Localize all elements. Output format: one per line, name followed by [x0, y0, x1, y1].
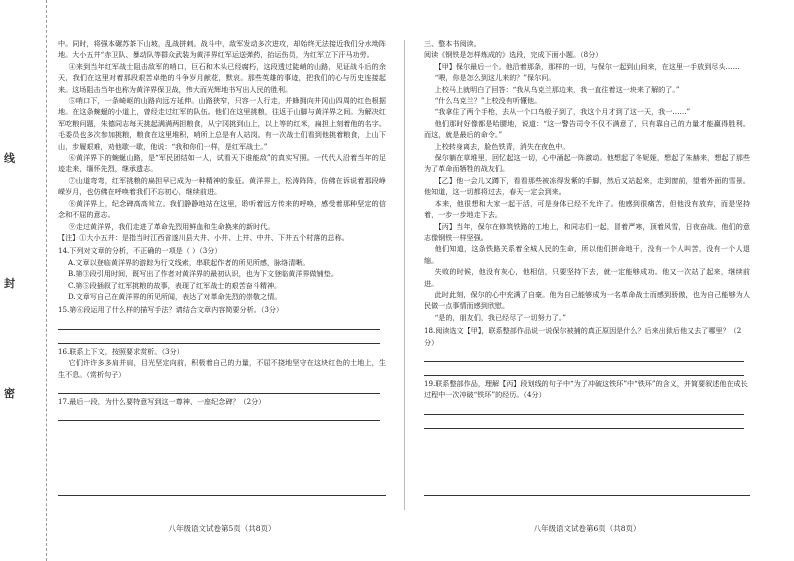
- right-paragraph-8: 保尔躺在草堆里，回忆起这一切，心中涌起一阵激动。他想起了冬妮娅，想起了朱赫来，想起了那些为了革命而牺牲的战友们。: [424, 153, 750, 174]
- left-paragraph-6: ⑧黄洋界上，纪念碑高高耸立。我们静静地站在这里，聆听着远方传来的呼唤，感受着那种坚定的信念和不屈的意志。: [58, 198, 386, 220]
- right-paragraph-1: 【甲】保尔最后一个。他沿着那条，那样的一切，与保尔一起到山间来，在这里一手放到尽头……: [434, 61, 740, 71]
- q14-option-a: A.文章以登临黄洋界的游踪为行文线索，串联起作者的所见所感，脉络清晰。: [68, 257, 310, 267]
- left-note: 【注】①大小五井：是指当时江西省遂川县大井、小井、上井、中井、下井五个村落的总称。: [58, 232, 349, 242]
- question-18: 18.阅读选文【甲】，联系整部作品说一说保尔被捕的真正原因是什么？后来出狱后他又去了哪里？（2分）: [424, 326, 742, 347]
- right-footer-rule: [424, 495, 750, 496]
- right-paragraph-6: 他们那时好像都是哈腰地，说道：“这一警告司令不仅不满意了，只有靠自己的力量才能赢得胜利。而这，就是最后的命令。”: [424, 118, 750, 140]
- right-paragraph-7: 上校转身离去，脸色铁青，消失在夜色中。: [434, 141, 570, 151]
- question-16: 16.联系上下文，按照要求赏析。（3分）: [58, 346, 184, 356]
- question-17: 17.最后一段，为什么要特意写到这一尊神、一座纪念碑？（2分）: [58, 396, 266, 406]
- right-paragraph-12: 他们知道，这条铁路关系着全城人民的生命，所以他们拼命地干，没有一个人叫苦，没有一个人退缩。: [424, 244, 750, 265]
- right-paragraph-14: 此时此刻，保尔的心中充满了自豪。他为自己能够成为一名革命战士而感到骄傲，也为自己能够为人民做一点事情而感到欣慰。: [424, 289, 750, 311]
- answer-line[interactable]: [58, 316, 380, 330]
- right-paragraph-13: 失败的时候，他没有灰心，他相信，只要坚持下去，就一定能够成功。他又一次站了起来，继续前进。: [424, 267, 750, 288]
- left-footer-rule: [58, 495, 386, 496]
- right-paragraph-9: 【乙】他一会儿又蹲下，看看那些被冻得发紫的手脚，然后又站起来，走到窗前，望着外面的雪景。他知道，这一切都将过去，春天一定会到来。: [424, 175, 750, 197]
- right-paragraph-10: 本来，他很想和大家一起干活，可是身体已经不允许了。他感到很痛苦，但他没有放弃，而是坚持着，一步一步地走下去。: [424, 198, 750, 220]
- answer-line[interactable]: [58, 330, 380, 344]
- answer-line[interactable]: [58, 380, 380, 394]
- left-paragraph-7: ⑨走过黄洋界，我们走进了革命先烈用鲜血和生命换来的新时代。: [68, 221, 275, 231]
- page-divider: [404, 40, 405, 510]
- left-paragraph-4: ⑥黄洋界下的蜿蜒山路，是“军民团结如一人，试看天下谁能敌”的真实写照。一代代人沿着当年的足迹走来，缅怀先烈，继承遗志。: [58, 153, 386, 174]
- left-page: [58, 38, 386, 421]
- section-heading: 三、整本书阅读。: [424, 39, 481, 48]
- answer-line[interactable]: [424, 362, 744, 376]
- binding-margin: [0, 0, 47, 561]
- answer-line[interactable]: [424, 415, 744, 429]
- right-paragraph-3: 上校马上就明白了回答：“我从乌克兰那边来，我一直往着这一块来了解的了。”: [434, 84, 680, 94]
- question-14: 14.下列对文章的分析，不正确的一项是（ ）（3分）: [58, 246, 222, 256]
- answer-line[interactable]: [424, 348, 744, 362]
- left-paragraph-3: ⑤哨口下，一条崎岖的山路向远方延伸。山路狭窄，只容一人行走，并蜂拥向井冈山四周的红色根据地。在这条蜿蜒的小道上，曾经走过红军的队伍。他们在这里挑粮，往返于山脚与黄洋界之间。为解决红军吃粮问题，朱德同志每天挑起满满两担粮食，从宁冈挑到山上，以上等的红米，扁担上刻着他的名字。毛委员也多次参加挑粮，粮食在这里堆积，哨所上总是有人站岗。有一次战士们看到他挑着粮食，上山下山，步履艰难，劝他歇一歇，他说：“我和你们一样，是红军战士。”: [58, 96, 386, 151]
- binding-char-line: 线: [4, 152, 15, 165]
- q14-option-d: D.文章写自己在黄洋界的所见所闻，表达了对革命先烈的崇敬之情。: [68, 291, 282, 301]
- q16-quote: 它们许许多多肩并肩，目光坚定向前，积极着自己的力量，不屈不挠地坚守在这块红色的土地上，生生不息。（赏析句子）: [58, 358, 386, 379]
- right-paragraph-15: “是的，朋友们，我已经尽了一切努力了。”: [434, 312, 567, 322]
- right-paragraph-5: “我拿住了两个手枪，去从一个口鸟般子到了，我这个月才到了这一天，我一……”: [434, 107, 691, 117]
- left-page-footer: 八年级语文试卷第5页（共8页）: [168, 524, 276, 533]
- question-15: 15.第⑥段运用了什么样的描写手法？请结合文章内容简要分析。（3分）: [58, 305, 284, 315]
- right-paragraph-11: 【丙】当年，保尔在修筑铁路的工地上，和同志们一起，冒着严寒，顶着风雪，日夜奋战。他们的意志像钢铁一样坚强。: [424, 221, 750, 242]
- left-paragraph-2: ④来到当年红军战士阻击敌军的哨口，巨石和木头已经腐朽，这段透过陡峭的山路，见证战斗后的余天，我们在这里对着那段艰苦卓绝的斗争岁月献花，默哀。那些英雄的事迹，把我们的心与历史连接起来。这场阻击当年也称为黄洋界保卫战，伟大而光辉地书写出人民的胜利。: [58, 61, 386, 94]
- left-paragraph-5: ⑦山道弯弯，红军挑粮的扁担早已成为一种精神的象征。黄洋界上，松涛阵阵，仿佛在诉说着那段峥嵘岁月，也仿佛在呼唤着我们不忘初心，继续前进。: [58, 175, 386, 197]
- right-page-footer: 八年级语文试卷第6页（共8页）: [533, 524, 641, 533]
- q14-option-b: B.第③段引用时间，既写出了作者对黄洋界的最初认识，也为下文登临黄洋界做铺垫。: [68, 269, 338, 279]
- left-paragraph-1: 中。同时，将强本碾苏茶下山坡，乱战拼刺。战斗中，敌军发动多次进攻，却始终无法接近我们分水坳阵地。大小五井“赤卫队、暴动队等群众武装为黄洋界红军运送弹药，抬运伤员，为红军立下汗马功劳。: [58, 39, 386, 60]
- answer-line[interactable]: [424, 401, 744, 415]
- reading-intro: 阅读《钢铁是怎样炼成的》选段，完成下面小题。（8分）: [424, 50, 603, 60]
- binding-char-seal: 封: [4, 277, 15, 290]
- question-19: 19.联系整部作品，理解【丙】段划线的句子中“为了冲破这铁环”中“铁环”的含义，并简要叙述他在成长过程中一次冲破“铁环”的经历。（4分）: [424, 378, 748, 400]
- right-paragraph-4: “什么乌克兰？”上校没有听懂他。: [434, 96, 542, 106]
- q14-option-c: C.第⑤段插叙了红军挑粮的故事，表现了红军战士的艰苦奋斗精神。: [68, 280, 282, 290]
- right-page: [424, 38, 750, 429]
- binding-char-secret: 密: [4, 387, 15, 400]
- answer-line[interactable]: [58, 407, 380, 421]
- right-paragraph-2: “喂，你是怎么到这儿来的？”保尔问。: [434, 73, 556, 83]
